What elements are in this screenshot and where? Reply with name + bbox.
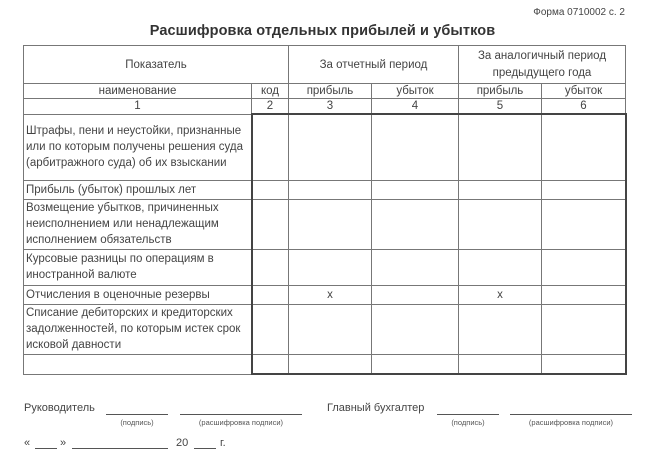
col-number-2: 2 — [252, 99, 289, 115]
row-label: Списание дебиторских и кредиторских задолженностей, по которым истек срок исковой давности — [24, 304, 252, 354]
head-signature-caption: (подпись) — [120, 418, 154, 427]
date-close-quote: » — [60, 437, 67, 449]
prev-loss-cell[interactable] — [542, 114, 626, 180]
table-row — [24, 285, 626, 304]
prev-loss-cell[interactable] — [542, 354, 626, 374]
date-year-prefix: 20 — [176, 437, 189, 449]
prev-loss-cell[interactable] — [542, 304, 626, 354]
prev-loss-cell[interactable] — [542, 199, 626, 249]
cur-profit-cell[interactable] — [289, 180, 372, 199]
cur-profit-cell[interactable] — [289, 304, 372, 354]
prev-loss-cell[interactable] — [542, 249, 626, 285]
code-cell[interactable] — [252, 304, 289, 354]
accountant-decoding-line[interactable] — [510, 414, 632, 415]
row-label: Возмещение убытков, причиненных неисполнением или ненадлежащим исполнением обязательств — [24, 199, 252, 249]
prev-profit-cell[interactable] — [459, 199, 542, 249]
cur-loss-cell[interactable] — [372, 249, 459, 285]
prev-profit-cell[interactable] — [459, 354, 542, 374]
table-row — [24, 249, 626, 285]
chief-accountant-label: Главный бухгалтер — [327, 402, 425, 414]
prev-profit-cell[interactable] — [459, 249, 542, 285]
profit-loss-table — [23, 45, 627, 375]
col-number-1: 1 — [24, 99, 252, 115]
col-number-3: 3 — [289, 99, 372, 115]
col-number-5: 5 — [459, 99, 542, 115]
prev-profit-cell[interactable] — [459, 304, 542, 354]
header-prev-loss: убыток — [542, 84, 626, 99]
code-cell[interactable] — [252, 199, 289, 249]
date-day-field[interactable] — [35, 448, 57, 449]
code-cell[interactable] — [252, 249, 289, 285]
header-indicator: Показатель — [24, 46, 289, 84]
accountant-signature-line[interactable] — [437, 414, 499, 415]
cur-profit-cell[interactable]: х — [289, 285, 372, 304]
header-name: наименование — [24, 84, 252, 99]
date-open-quote: « — [24, 437, 31, 449]
cur-loss-cell[interactable] — [372, 304, 459, 354]
head-signature-line[interactable] — [106, 414, 168, 415]
cur-loss-cell[interactable] — [372, 199, 459, 249]
prev-profit-cell[interactable] — [459, 114, 542, 180]
prev-loss-cell[interactable] — [542, 285, 626, 304]
cur-loss-cell[interactable] — [372, 354, 459, 374]
table-row — [24, 180, 626, 199]
date-year-field[interactable] — [194, 448, 216, 449]
table-row — [24, 354, 626, 374]
header-cur-profit: прибыль — [289, 84, 372, 99]
code-cell[interactable] — [252, 285, 289, 304]
header-code: код — [252, 84, 289, 99]
cur-loss-cell[interactable] — [372, 114, 459, 180]
col-number-6: 6 — [542, 99, 626, 115]
form-number: Форма 0710002 с. 2 — [533, 7, 625, 18]
header-prior-period: За аналогичный период предыдущего года — [459, 46, 626, 84]
cur-profit-cell[interactable] — [289, 199, 372, 249]
row-label — [24, 354, 252, 374]
row-label: Прибыль (убыток) прошлых лет — [24, 180, 252, 199]
cur-profit-cell[interactable] — [289, 114, 372, 180]
row-label: Штрафы, пени и неустойки, признанные или по которым получены решения суда (арбитражного суда) об их взыскании — [24, 114, 252, 180]
head-decoding-line[interactable] — [180, 414, 302, 415]
date-year-suffix: г. — [220, 437, 226, 449]
table-row — [24, 199, 626, 249]
cur-loss-cell[interactable] — [372, 180, 459, 199]
cur-profit-cell[interactable] — [289, 354, 372, 374]
header-prev-profit: прибыль — [459, 84, 542, 99]
code-cell[interactable] — [252, 114, 289, 180]
row-label: Отчисления в оценочные резервы — [24, 285, 252, 304]
header-cur-loss: убыток — [372, 84, 459, 99]
code-cell[interactable] — [252, 354, 289, 374]
table-row — [24, 114, 626, 180]
header-reporting-period: За отчетный период — [289, 46, 459, 84]
code-cell[interactable] — [252, 180, 289, 199]
accountant-decoding-caption: (расшифровка подписи) — [528, 418, 614, 427]
prev-profit-cell[interactable] — [459, 180, 542, 199]
page-title: Расшифровка отдельных прибылей и убытков — [149, 23, 496, 39]
head-decoding-caption: (расшифровка подписи) — [198, 418, 284, 427]
accountant-signature-caption: (подпись) — [451, 418, 485, 427]
prev-loss-cell[interactable] — [542, 180, 626, 199]
prev-profit-cell[interactable]: х — [459, 285, 542, 304]
row-label: Курсовые разницы по операциям в иностранной валюте — [24, 249, 252, 285]
col-number-4: 4 — [372, 99, 459, 115]
head-label: Руководитель — [24, 402, 95, 414]
date-month-field[interactable] — [72, 448, 168, 449]
cur-loss-cell[interactable] — [372, 285, 459, 304]
cur-profit-cell[interactable] — [289, 249, 372, 285]
table-row — [24, 304, 626, 354]
